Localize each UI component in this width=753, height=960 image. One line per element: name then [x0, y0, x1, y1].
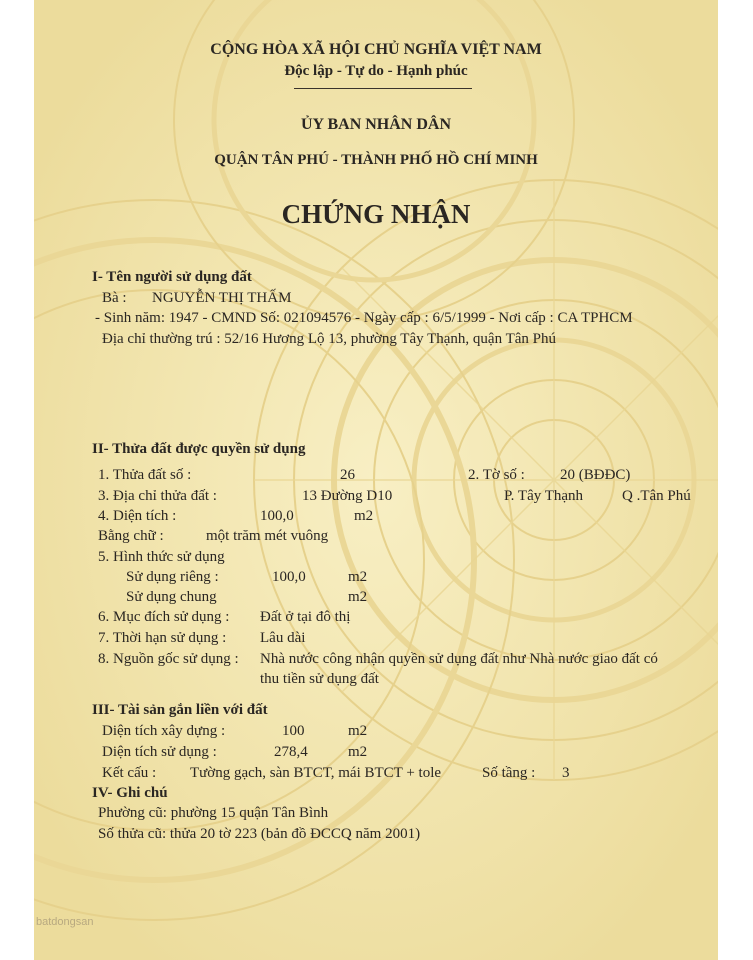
note-old-plot: Số thửa cũ: thửa 20 tờ 223 (bản đồ ĐCCQ năm 2001)	[98, 826, 421, 842]
floors-label: Số tầng :	[482, 765, 536, 781]
motto: Độc lập - Tự do - Hạnh phúc	[284, 63, 468, 79]
section2-heading: II- Thửa đất được quyền sử dụng	[92, 441, 306, 457]
term-value: Lâu dài	[260, 630, 306, 646]
sheet-label: 2. Tờ số :	[468, 467, 525, 483]
shared-use-label: Sử dụng chung	[126, 589, 217, 605]
area-words-value: một trăm mét vuông	[206, 528, 329, 544]
resident-address: Địa chỉ thường trú : 52/16 Hương Lộ 13, phường Tây Thạnh, quận Tân Phú	[102, 331, 556, 347]
birth-id-line: - Sinh năm: 1947 - CMND Số: 021094576 - Ngày cấp : 6/5/1999 - Nơi cấp : CA TPHCM	[95, 310, 633, 326]
name-prefix: Bà :	[102, 290, 127, 306]
plot-label: 1. Thửa đất số :	[98, 467, 192, 483]
land-address-label: 3. Địa chỉ thửa đất :	[98, 488, 217, 504]
purpose-value: Đất ở tại đô thị	[260, 609, 351, 625]
building-area-value: 100	[282, 723, 305, 739]
private-use-unit: m2	[348, 569, 368, 585]
land-address-value: 13 Đường D10	[302, 488, 393, 504]
area-value: 100,0	[260, 508, 294, 524]
district: Q .Tân Phú	[622, 488, 691, 504]
section3-heading: III- Tài sản gắn liền với đất	[92, 702, 268, 718]
shared-use-unit: m2	[348, 589, 368, 605]
ward: P. Tây Thạnh	[504, 488, 584, 504]
structure-label: Kết cấu :	[102, 765, 157, 781]
holder-name: NGUYỄN THỊ THẤM	[152, 290, 292, 306]
floor-area-label: Diện tích sử dụng :	[102, 744, 217, 760]
private-use-label: Sử dụng riêng :	[126, 569, 219, 585]
certificate-sheet	[34, 0, 718, 960]
building-area-unit: m2	[348, 723, 368, 739]
page-title: CHỨNG NHẬN	[281, 199, 471, 229]
motto-underline	[294, 88, 472, 89]
area-words-label: Bằng chữ :	[98, 528, 164, 544]
watermark: batdongsan	[36, 916, 94, 928]
section4-heading: IV- Ghi chú	[92, 785, 168, 801]
private-use-value: 100,0	[272, 569, 306, 585]
note-old-ward: Phường cũ: phường 15 quận Tân Bình	[98, 805, 329, 821]
section1-heading: I- Tên người sử dụng đất	[92, 269, 252, 285]
floor-area-unit: m2	[348, 744, 368, 760]
floor-area-value: 278,4	[274, 744, 308, 760]
term-label: 7. Thời hạn sử dụng :	[98, 630, 227, 646]
nation-title: CỘNG HÒA XÃ HỘI CHỦ NGHĨA VIỆT NAM	[210, 41, 542, 58]
floors-value: 3	[562, 765, 570, 781]
authority: ỦY BAN NHÂN DÂN	[300, 116, 452, 133]
use-form-label: 5. Hình thức sử dụng	[98, 549, 225, 565]
building-area-label: Diện tích xây dựng :	[102, 723, 226, 739]
purpose-label: 6. Mục đích sử dụng :	[98, 609, 230, 625]
origin-label: 8. Nguồn gốc sử dụng :	[98, 651, 239, 667]
plot-value: 26	[340, 467, 355, 483]
structure-value: Tường gạch, sàn BTCT, mái BTCT + tole	[190, 765, 442, 781]
district-authority: QUẬN TÂN PHÚ - THÀNH PHỐ HỒ CHÍ MINH	[214, 152, 538, 168]
origin-line-1: Nhà nước công nhận quyền sử dụng đất như Nhà nước giao đất có	[260, 651, 658, 667]
area-label: 4. Diện tích :	[98, 508, 177, 524]
area-unit: m2	[354, 508, 374, 524]
origin-line-2: thu tiền sử dụng đất	[260, 671, 379, 687]
sheet-value: 20 (BĐĐC)	[560, 467, 631, 483]
